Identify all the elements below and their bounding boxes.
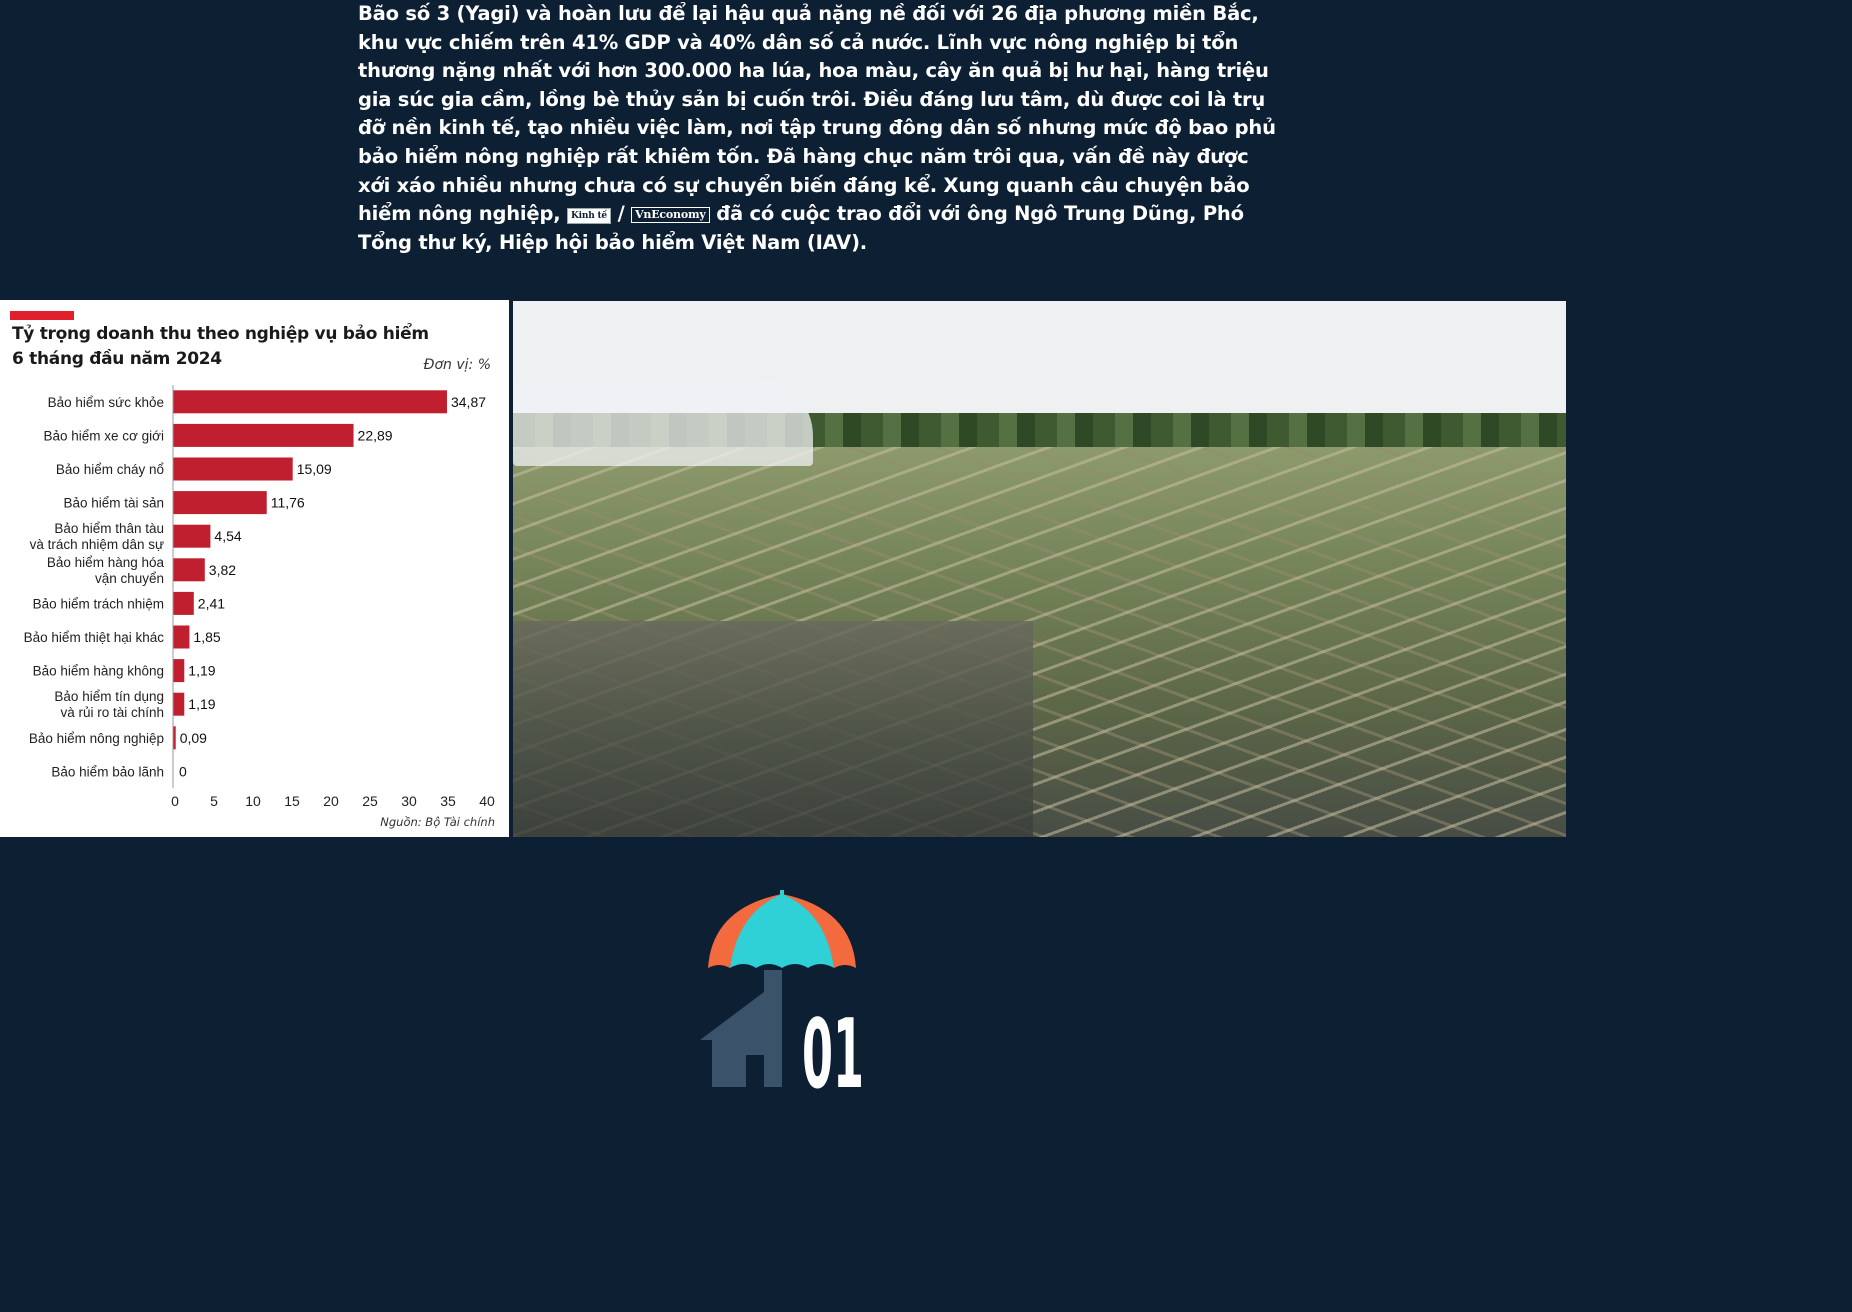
category-label: Bảo hiểm trách nhiệm <box>32 596 164 612</box>
section-number: 01 <box>802 1000 864 1110</box>
house-icon <box>700 970 782 1087</box>
data-label: 3,82 <box>208 561 237 578</box>
category-label: Bảo hiểm tài sản <box>63 495 164 511</box>
intro-paragraph <box>358 0 1276 257</box>
bar <box>173 659 184 682</box>
intro-line <box>358 200 1244 229</box>
umbrella-house-icon <box>698 890 868 1110</box>
bar <box>173 525 210 548</box>
chart-panel <box>0 300 509 837</box>
intro-line: Bão số 3 (Yagi) và hoàn lưu để lại hậu quả nặng nề đối với 26 địa phương miền Bắc, <box>358 2 1259 25</box>
category-label: Bảo hiểm hàng hóa <box>46 554 164 570</box>
kinhte-logo[interactable]: Kinh tế <box>567 208 611 224</box>
category-label: và trách nhiệm dân sự <box>29 537 164 553</box>
data-label: 1,85 <box>193 629 221 645</box>
bar <box>173 626 189 649</box>
chart-title-line: 6 tháng đầu năm 2024 <box>12 349 222 369</box>
data-label: 22,89 <box>357 427 393 444</box>
x-tick-label: 5 <box>210 793 218 809</box>
data-label: 34,87 <box>450 393 487 410</box>
intro-line: khu vực chiếm trên 41% GDP và 40% dân số cả nước. Lĩnh vực nông nghiệp bị tổn <box>358 30 1239 54</box>
x-tick-label: 30 <box>401 793 417 809</box>
photo-flood-water <box>513 621 1033 837</box>
data-label: 4,54 <box>214 528 242 545</box>
data-label: 2,41 <box>197 595 226 612</box>
bar-chart <box>0 300 509 837</box>
bar <box>173 491 267 514</box>
x-tick-label: 35 <box>440 793 456 809</box>
bar <box>173 390 447 413</box>
category-label: Bảo hiểm thiệt hại khác <box>23 630 164 645</box>
x-tick-label: 25 <box>362 793 378 809</box>
bar <box>173 693 184 716</box>
vneconomy-logo[interactable]: VnEconomy <box>631 207 710 223</box>
category-label: Bảo hiểm cháy nổ <box>55 462 164 477</box>
bar <box>173 424 354 447</box>
category-label: Bảo hiểm sức khỏe <box>47 394 164 410</box>
category-label: Bảo hiểm nông nghiệp <box>28 730 164 746</box>
category-label: Bảo hiểm xe cơ giới <box>43 428 164 444</box>
bar <box>173 558 205 581</box>
photo-greenhouse <box>513 376 813 466</box>
intro-line: thương nặng nhất với hơn 300.000 ha lúa, hoa màu, cây ăn quả bị hư hại, hàng triệu <box>358 59 1269 83</box>
data-label: 15,09 <box>296 461 332 477</box>
x-tick-label: 40 <box>479 793 495 809</box>
category-label: Bảo hiểm bảo lãnh <box>51 764 164 780</box>
chart-title-line: Tỷ trọng doanh thu theo nghiệp vụ bảo hiểm <box>12 324 429 344</box>
bar <box>173 458 293 481</box>
x-tick-label: 0 <box>171 793 179 809</box>
intro-line: gia súc gia cầm, lồng bè thủy sản bị cuốn trôi. Điều đáng lưu tâm, dù được coi là trụ <box>358 87 1266 111</box>
chart-source: Nguồn: Bộ Tài chính <box>380 815 495 829</box>
intro-text: hiểm nông nghiệp, <box>358 202 561 226</box>
intro-line: Tổng thư ký, Hiệp hội bảo hiểm Việt Nam (IAV). <box>358 230 867 254</box>
intro-text: đã có cuộc trao đổi với ông Ngô Trung Dũng, Phó <box>716 202 1244 226</box>
category-label: Bảo hiểm thân tàu <box>54 521 164 537</box>
intro-line: đỡ nền kinh tế, tạo nhiều việc làm, nơi tập trung đông dân số nhưng mức độ bao phủ <box>358 116 1276 140</box>
data-label: 0,09 <box>179 729 207 746</box>
data-label: 0 <box>179 763 187 780</box>
storm-damage-photo <box>513 301 1566 837</box>
data-label: 1,19 <box>188 662 216 679</box>
intro-line: xới xáo nhiều nhưng chưa có sự chuyển biến đáng kể. Xung quanh câu chuyện bảo <box>358 173 1250 197</box>
bar <box>173 592 194 615</box>
data-label: 11,76 <box>270 494 305 511</box>
umbrella-center-icon <box>730 894 834 968</box>
intro-line: bảo hiểm nông nghiệp rất khiêm tốn. Đã hàng chục năm trôi qua, vấn đề này được <box>358 144 1249 168</box>
x-tick-label: 15 <box>284 793 300 809</box>
x-tick-label: 10 <box>245 793 261 809</box>
category-label: Bảo hiểm tín dụng <box>54 689 164 705</box>
brand-separator: / <box>617 202 625 226</box>
x-tick-label: 20 <box>323 793 339 809</box>
data-label: 1,19 <box>188 696 216 713</box>
category-label: vận chuyển <box>94 570 164 586</box>
category-label: Bảo hiểm hàng không <box>32 663 164 679</box>
category-label: và rủi ro tài chính <box>60 705 164 721</box>
chart-unit: Đơn vị: % <box>423 357 491 373</box>
